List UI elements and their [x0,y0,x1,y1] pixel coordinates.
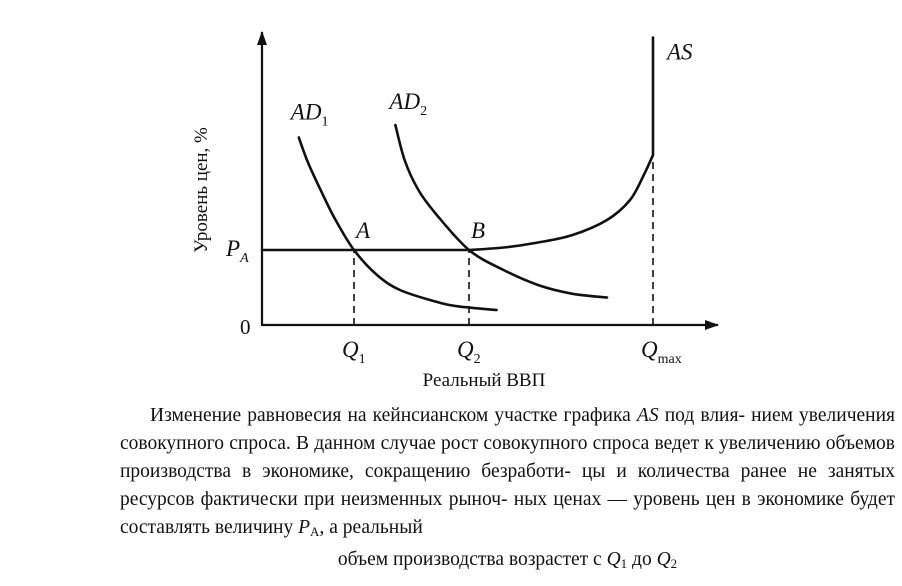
ticks-group [225,236,682,367]
caption-line-5: ных ценах — уровень цен в экономике будет составлять величину $P_A$, а реальный [120,489,895,539]
series-label-as: AS [667,39,693,65]
point-label-b: B [471,218,486,243]
y-axis-title: Уровень цен, % [191,127,212,253]
series-group [262,38,653,311]
caption-line-4: цы и количества ранее не занятых ресурсов фактически при неизменных рыноч- [120,461,896,510]
series-label-ad1: $AD_1$ [290,99,329,130]
labels-group [289,40,693,244]
guide-lines [354,155,653,325]
series-line-ad1 [299,138,497,311]
y-tick-label-1: $P_A$ [226,236,249,266]
series-line-as [262,38,653,251]
caption-line-2: нием увеличения совокупного спроса. В данном случае рост совокупного спроса [120,405,896,454]
origin-label: 0 [240,315,251,339]
caption-line-1: Изменение равновесия на кейнсианском участке графика AS под влия- [150,405,745,426]
caption-line-3: ведет к увеличению объемов производства в экономике, сокращению безработи- [120,433,895,482]
point-label-a: A [356,218,371,243]
figure-caption [120,402,895,578]
x-tick-label-3: $Q_{max}$ [641,337,682,367]
x-tick-label-1: $Q_1$ [342,337,366,367]
x-axis-title: Реальный ВВП [422,370,546,391]
series-label-ad2: $AD_2$ [389,89,428,119]
caption-line-6: объем производства возрастет с $Q_1$ до $Q_2$ [337,549,678,571]
series-line-ad2 [395,125,607,298]
x-tick-label-2: $Q_2$ [457,337,481,367]
